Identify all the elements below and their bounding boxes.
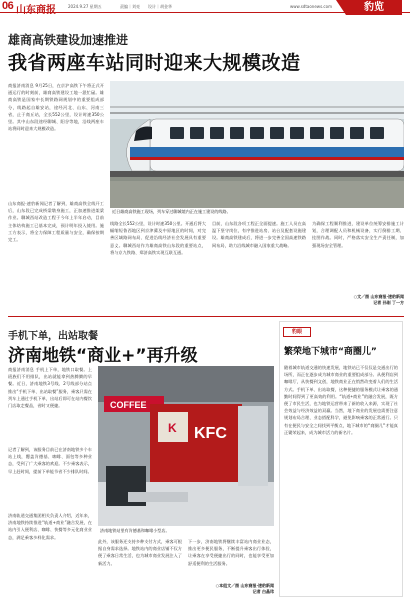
svg-text:COFFEE: COFFEE xyxy=(110,400,147,410)
article2-byline-line2: 记者 白晶玮 xyxy=(252,589,274,594)
page-number: 06 xyxy=(2,0,14,12)
article2-body-col2: 此外，该服务还支持多种支付方式，乘客可根据自身需求选择。地铁站内的商业店铺不仅方便了乘客日常生活，也为城市商业发展注入了新活力。 xyxy=(98,539,182,566)
website-url: www.sdtaonews.com xyxy=(290,4,332,9)
design-credit: 设计｜胡金华 xyxy=(148,4,172,9)
article2-subtitle: 手机下单，出站取餐 xyxy=(8,331,98,342)
commentary-sidebar xyxy=(279,321,403,597)
article2-body-col1b: 记者了解到，该服务目前已在济南地铁多个车站上线，覆盖肯德基、咖啡、面包等多种业态，受到了广大乘客的欢迎。不少乘客表示，早上赶时间，提前下单能节省不少排队时间。 xyxy=(8,447,92,474)
article1-byline xyxy=(312,294,404,306)
article2-body-col1c: 济南轨道交通集团相关负责人介绍，近年来，济南地铁持续推进“轨道+商业”融合发展，在站内引入便利店、咖啡、快餐等多元化商业业态，满足乘客多样化需求。 xyxy=(8,513,92,540)
article2-body-col1: 商报济南消息 手机上下单，地铁口取餐。上班族们不用排队，出站就能拿到热腾腾的早餐。近日，济南地铁3号线、2号线部分站点推出“手机下单、出站取餐”服务，乘客只需在列车上通过手机下单，出站后即可在站内餐饮门店取走餐品，省时又便捷。 xyxy=(8,367,92,409)
article1-body-col4: 为确保工程顺利推进，建设单位统筹安排施工计划，合理调配人员和机械设备，实行倒排工期、挂图作战。同时，严格落实安全生产责任制，加强现场安全管理。 xyxy=(312,221,404,248)
section-divider xyxy=(8,316,404,317)
article1-body-col3: 目前，山东段各项工程正全面提速。施工人员在高温下坚守岗位，有序推进站房、站台及配套设施建设。雄商高铁建成后，将进一步完善全国高速铁路网布局，助力沿线城市融入国家重大战略。 xyxy=(212,221,306,248)
article2-byline-line1: ○本组文／图 山东商报·速豹新闻 xyxy=(215,583,274,588)
article1-body-col2: 线路全长552公里，设计时速350公里。开通后将大幅缩短鲁西地区到京津冀及中原地区的时间，对完善区域路网布局、促进沿线经济社会发展具有重要意义。聊城西站作为雄商高铁山东段的重要站点，将与京九铁路、郑济高铁实现互联互通。 xyxy=(110,221,206,255)
article1-body-col1: 商报济南消息 9月25日，在京沪高铁下午将正式开通运行的时刻前，雄商高铁建设工地一派忙碌。雄商高铁是国家中长期铁路网规划中的重要组成部分，线路起自雄安站，途经河北、山东、河南三省，止于商丘站，全长552公里，设计时速350公里。其中山东段途经聊城、阳谷等地，沿线两座车站将同时迎来大规模改造。 xyxy=(8,83,104,132)
article2-body-col3: 下一步，济南地铁将继续丰富站内商业业态，推出更多便民服务，不断提升乘客出行体验，让乘客在享受便捷出行的同时，也能享受更加舒适便利的生活服务。 xyxy=(188,539,274,566)
train-photo xyxy=(110,81,404,208)
paper-name: 山东商报 xyxy=(16,5,56,16)
sidebar-title: 繁荣地下城市“商圈儿” xyxy=(284,347,377,357)
article2-headline: 济南地铁“商业+”再升级 xyxy=(8,346,198,366)
editor-credit: 责编｜刘亮 xyxy=(120,4,140,9)
svg-text:KFC: KFC xyxy=(194,425,227,442)
article2-photo-caption: 济南地铁站里有肯德基和咖啡小型店。 xyxy=(100,528,170,533)
article1-body-col1b: 山东商报·速豹新闻记者了解到，雄商高铁全线开工后，山东段已完成桥梁墩身施工，正加速推进架梁作业。聊城西站改造工程于今年上半年启动，目前主体结构施工已基本完成，预计明年投入使用。施工方表示，将全力保障工程质量与安全，确保按期完工。 xyxy=(8,201,104,243)
sidebar-body: 随着城市轨道交通的快速发展，地铁站已不仅仅是交通出行的场所，而正在逐步成为城市商业的重要组成部分。从便利店到咖啡厅，从快餐到文创，地铁商业正在悄然改变着人们的生活方式。手机下单、出站取餐，这种便捷的服务模式让乘客的通勤时间得到了更高效的利用。“轨道+商业”的融合发展，既方便了市民生活，也为地铁运营带来了新的收入来源，实现了社会效益与经济效益的双赢。当然，地下商业的发展也需要注意规划布局合理、业态搭配科学，避免影响乘客的正常通行。只有在便民与安全之间找到平衡点，地下城市的“商圈儿”才能真正繁荣起来，成为城市活力的新名片。 xyxy=(284,365,398,435)
article1-subtitle: 雄商高铁建设加速推进 xyxy=(8,33,129,47)
article1-byline-line1: ○文／图 山东商报·速豹新闻 xyxy=(353,294,404,299)
section-tag: 豹览 xyxy=(346,0,402,15)
article2-byline xyxy=(188,583,274,595)
kfc-photo-image xyxy=(98,366,274,526)
issue-date: 2024.9.27 星期五 xyxy=(68,4,102,9)
article1-byline-line2: 记者 孙刚 丁一方 xyxy=(373,300,404,305)
article1-headline: 我省两座车站同时迎来大规模改造 xyxy=(8,52,301,74)
article1-photo-caption: 近日雄商高铁施工现场，列车穿过聊城境内正在施工建设的线路。 xyxy=(112,209,231,214)
sidebar-label: 豹眼 xyxy=(283,327,311,337)
kfc-photo xyxy=(98,366,274,526)
train-photo-image xyxy=(110,81,404,208)
svg-text:K: K xyxy=(168,421,177,435)
